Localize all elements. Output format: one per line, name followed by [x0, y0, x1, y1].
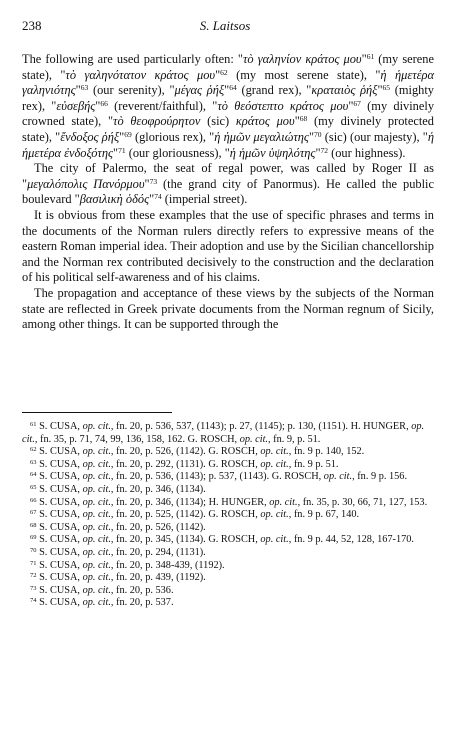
footnote-text: S. CUSA — [39, 509, 78, 521]
footnote-rule — [22, 412, 172, 413]
footnote-text: op. cit. — [82, 572, 111, 584]
footnote-text: op. cit. — [82, 471, 111, 483]
footnote-text: , fn. 20, p. 439, (1192). — [110, 572, 206, 584]
footnote-61 — [22, 421, 434, 446]
footnote-text: , fn. 20, p. 294, (1131). — [110, 546, 206, 558]
footnote-text: G. ROSCH — [208, 458, 256, 470]
footnote-text: op. cit. — [82, 496, 111, 508]
footnote-text: , — [77, 483, 83, 495]
footnote-text: op. cit. — [82, 546, 111, 558]
footnote-text: S. CUSA — [39, 483, 78, 495]
footnote-text: , fn. 20, p. 536, (1143); p. 537, (1143). — [110, 471, 272, 483]
footnote-text: , — [77, 559, 83, 571]
footnote-text: , fn. 20, p. 537. — [110, 597, 174, 609]
footnote-text: , fn. 35, p. 30, 66, 71, 127, 153. — [297, 496, 428, 508]
footnote-number: 72 — [30, 572, 37, 580]
footnote-text: , — [77, 509, 83, 521]
footnote-text: , fn. 20, p. 536, 537, (1143); p. 27, (1145); p. 130, (1151). — [110, 421, 351, 432]
footnote-text: op. cit. — [260, 458, 289, 470]
footnote-text: , — [77, 471, 83, 483]
footnote-text: S. CUSA — [39, 546, 78, 558]
footnote-text: , — [234, 433, 240, 445]
footnote-text: G. ROSCH — [271, 471, 319, 483]
footnote-text: , fn. 9 p. 51. — [288, 458, 339, 470]
footnote-text: , fn. 20, p. 536. — [110, 584, 174, 596]
footnote-65 — [22, 484, 434, 497]
footnote-text: , — [77, 572, 83, 584]
footnote-text: , fn. 20, p. 346, (1134); — [110, 496, 209, 508]
footnote-text: , fn. 20, p. 346, (1134). — [110, 483, 206, 495]
footnote-number: 61 — [30, 421, 37, 428]
footnote-text: , fn. 9 p. 67, 140. — [288, 509, 360, 521]
footnote-text: op. cit. — [82, 446, 111, 458]
footnote-text: op. cit. — [82, 597, 111, 609]
footnote-66 — [22, 497, 434, 510]
footnote-text: S. CUSA — [39, 496, 78, 508]
footnote-68 — [22, 522, 434, 535]
footnote-text: , — [255, 458, 261, 470]
footnote-text: , fn. 20, p. 345, (1134). — [110, 534, 209, 546]
footnote-text: , — [77, 534, 83, 546]
footnote-text: S. CUSA — [39, 521, 78, 533]
footnote-text: , fn. 20, p. 526, (1142). — [110, 446, 209, 458]
footnotes — [22, 421, 434, 610]
footnote-text: G. ROSCH — [208, 446, 256, 458]
footnote-text: , fn. 20, p. 526, (1142). — [110, 521, 206, 533]
footnote-73 — [22, 585, 434, 598]
footnote-text: , fn. 35, p. 71, 74, 99, 136, 158, 162. — [34, 433, 188, 445]
footnote-text: G. ROSCH — [208, 509, 256, 521]
footnote-text: S. CUSA — [39, 572, 78, 584]
footnote-71 — [22, 560, 434, 573]
footnote-72 — [22, 572, 434, 585]
footnote-text: op. cit. — [82, 483, 111, 495]
footnote-text: S. CUSA — [39, 471, 78, 483]
footnote-text: op. cit. — [82, 559, 111, 571]
page-number: 238 — [22, 18, 42, 33]
footnote-text: G. ROSCH — [208, 534, 256, 546]
footnote-text: G. ROSCH — [187, 433, 235, 445]
footnote-number: 70 — [30, 546, 37, 554]
footnote-number: 74 — [30, 597, 37, 605]
paragraph-3: It is obvious from these examples that the use of specific phrases and terms in the documents of the Norman rulers directly refers to expressive means of the eastern Roman imperial idea. Their adoption and use by the Sicilian chancellorship and the Norman rex contributed decisively to the construction and the declaration of his political self-awareness and of his claims. — [22, 207, 434, 285]
running-head: S. Laitsos — [199, 18, 251, 33]
footnote-text: , fn. 20, p. 348-439, (1192). — [110, 559, 225, 571]
footnote-number: 73 — [30, 584, 37, 592]
footnote-text: S. CUSA — [39, 559, 78, 571]
footnote-number: 63 — [30, 458, 37, 466]
footnote-74 — [22, 597, 434, 610]
footnote-text: S. CUSA — [39, 534, 78, 546]
footnote-text: , — [77, 521, 83, 533]
footnote-number: 68 — [30, 521, 37, 529]
body-text — [22, 52, 434, 333]
footnote-text: , fn. 9 p. 140, 152. — [288, 446, 365, 458]
paragraph-1: The following are used particularly often: "τὸ γαληνίον κράτος μου"$^{61}$ (my serene state), "τὸ γαληνότατον κράτος μου"$^{62}$ (my most serene state), "ἡ ἡμετέρα γαληνιότης"$^{63}$ (our serenity), "μέγας ῥήξ"$^{64}$ (grand rex), "κραταιὸς ῥήξ"$^{65}$ (mighty rex), "εὐσεβής"$^{66}$ (reverent/faithful), "τὸ θεόστεπτο κράτος μου"$^{67}$ (my divinely crowned state), "τὸ θεοφρούρητον (sic) κράτος μου"$^{68}$ (my divinely protected state), "ἔνδοξος ῥήξ"$^{69}$ (glorious rex), "ἡ ἡμῶν μεγαλιώτης"$^{70}$ (sic) (our majesty), "ἡ ἡμετέρα ἐνδοξότης"$^{71}$ (our gloriousness), "ἡ ἡμῶν ὑψηλότης"$^{72}$ (our highness). — [22, 52, 435, 160]
footnote-text: H. HUNGER — [208, 496, 265, 508]
footnote-text: S. CUSA — [39, 584, 78, 596]
footnote-text: , — [77, 496, 83, 508]
footnote-text: , fn. 9, p. 51. — [268, 433, 321, 445]
footnote-text: op. cit. — [82, 509, 111, 521]
footnote-text: op. cit. — [260, 446, 289, 458]
footnote-text: op. cit. — [82, 458, 111, 470]
paragraph-4: The propagation and acceptance of these views by the subjects of the Norman state are reflected in Greek private documents from the Norman regnum of Sicily, among other things. It can be supported through the — [22, 285, 434, 332]
footnote-text: op. cit. — [323, 471, 353, 483]
footnote-text: , — [77, 458, 83, 470]
footnote-text: , — [318, 471, 324, 483]
footnote-text: , — [255, 509, 261, 521]
footnote-text: S. CUSA — [39, 597, 78, 609]
footnote-text: , — [255, 446, 261, 458]
footnote-number: 64 — [30, 471, 37, 479]
footnote-text: S. CUSA — [39, 458, 78, 470]
footnote-text: , — [255, 534, 261, 546]
footnote-64 — [22, 471, 434, 484]
footnote-text: , — [77, 584, 83, 596]
footnote-text: , — [77, 446, 83, 458]
footnote-text: , — [406, 421, 412, 432]
footnote-text: op. cit. — [82, 421, 111, 432]
footnote-text: S. CUSA — [39, 421, 78, 432]
footnote-number: 66 — [30, 496, 37, 504]
footnote-62 — [22, 446, 434, 459]
footnote-text: , fn. 9 p. 44, 52, 128, 167-170. — [288, 534, 414, 546]
footnote-text: op. cit. — [260, 534, 289, 546]
footnote-69 — [22, 534, 434, 547]
footnote-text: op. cit. — [269, 496, 298, 508]
footnote-text: , — [77, 597, 83, 609]
footnote-text: , — [77, 421, 83, 432]
footnote-text: op. cit. — [82, 584, 111, 596]
footnote-67 — [22, 509, 434, 522]
footnote-text: S. CUSA — [39, 446, 78, 458]
footnote-text: , fn. 20, p. 525, (1142). — [110, 509, 209, 521]
footnote-text: , fn. 9 p. 156. — [352, 471, 408, 483]
footnote-text: op. cit. — [82, 521, 111, 533]
footnote-70 — [22, 547, 434, 560]
footnote-text: , — [77, 546, 83, 558]
footnote-number: 71 — [30, 559, 37, 567]
footnote-text: op. cit. — [239, 433, 268, 445]
footnote-number: 67 — [30, 509, 37, 517]
footnote-text: op. cit. — [260, 509, 289, 521]
footnote-text: op. cit. — [22, 421, 425, 445]
footnote-number: 65 — [30, 483, 37, 491]
footnote-text: , — [264, 496, 270, 508]
footnote-text: H. HUNGER — [350, 421, 407, 432]
footnote-number: 62 — [30, 446, 37, 454]
paragraph-2: The city of Palermo, the seat of regal power, was called by Roger II as "μεγαλόπολις Πανόρμου"$^{73}$ (the grand city of Panormus). He called the public boulevard "βασιλικὴ ὁδός"$^{74}$ (imperial street). — [22, 161, 434, 207]
footnote-text: op. cit. — [82, 534, 111, 546]
footnote-text: , fn. 20, p. 292, (1131). — [110, 458, 209, 470]
footnote-63 — [22, 459, 434, 472]
footnote-number: 69 — [30, 534, 37, 542]
